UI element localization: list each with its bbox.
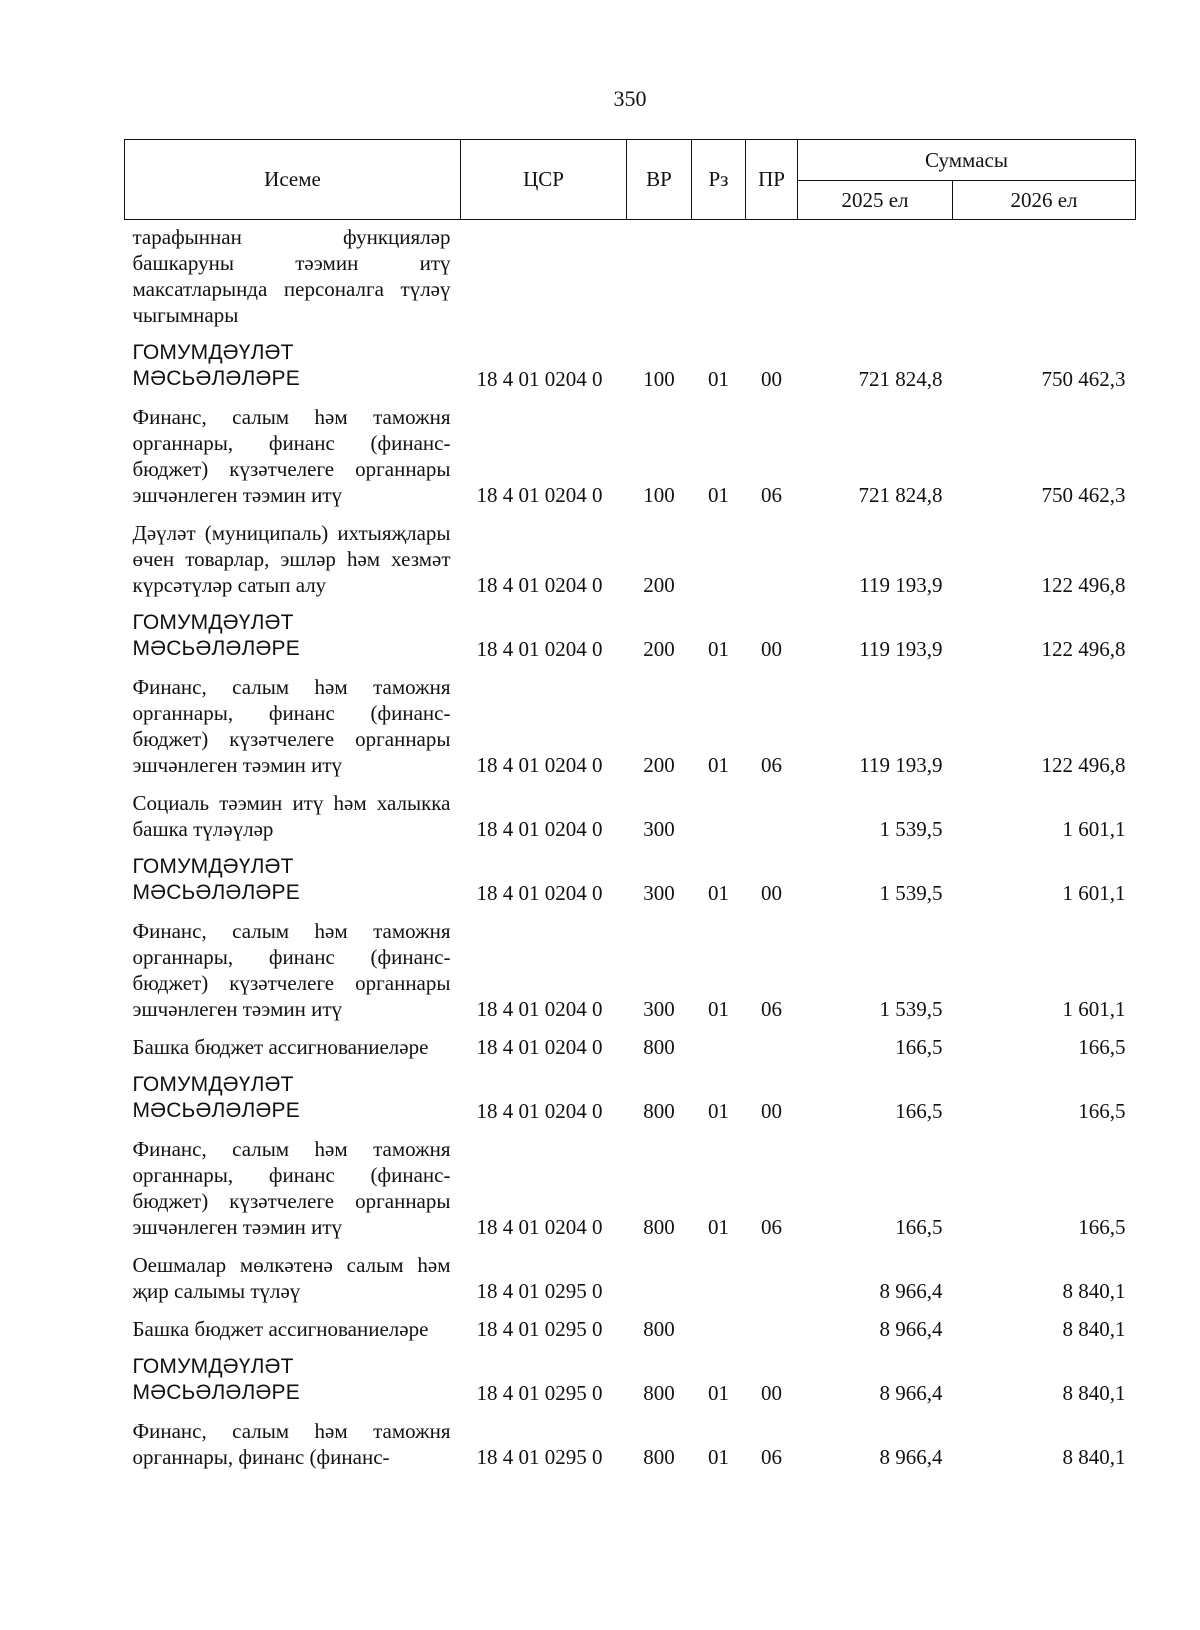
table-row	[125, 1248, 1136, 1312]
row-name: Финанс, салым һәм таможня органнары, финанс (финанс-бюджет) күзәтчелеге органнары эшчәнлеген тәэмин итү	[132, 675, 451, 777]
row-name: ГОМУМДӘҮЛӘТ МӘСЬӘЛӘЛӘРЕ	[132, 855, 300, 904]
row-amount-2026: 8 840,1	[1062, 1445, 1126, 1469]
row-amount-2026	[953, 220, 1136, 337]
column-header-pr: ПР	[746, 140, 798, 220]
row-vr: 800	[643, 1445, 675, 1469]
row-csr: 18 4 01 0295 0	[476, 1445, 603, 1469]
row-pr	[746, 1248, 798, 1312]
row-vr: 800	[643, 1317, 675, 1341]
row-rz	[692, 1248, 746, 1312]
row-amount-2025: 166,5	[895, 1035, 943, 1059]
column-header-rz: Рз	[692, 140, 746, 220]
row-name: тарафыннан функцияләр башкаруны тәэмин итү максатларында персоналга түләү чыгымнары	[132, 225, 451, 327]
row-pr: 06	[761, 1445, 782, 1469]
row-vr: 800	[643, 1035, 675, 1059]
row-rz: 01	[708, 483, 729, 507]
row-vr: 800	[643, 1099, 675, 1123]
table-row	[125, 670, 1136, 786]
row-amount-2026: 122 496,8	[1041, 573, 1126, 597]
row-csr: 18 4 01 0204 0	[476, 997, 603, 1021]
page-number: 350	[613, 86, 647, 111]
row-amount-2026: 1 601,1	[1062, 817, 1126, 841]
row-amount-2026: 1 601,1	[1062, 997, 1126, 1021]
row-amount-2025: 1 539,5	[879, 997, 943, 1021]
column-header-sums: Суммасы	[798, 140, 1136, 181]
row-vr: 300	[643, 817, 675, 841]
column-header-2025: 2025 ел	[798, 181, 953, 220]
row-amount-2026: 8 840,1	[1062, 1279, 1126, 1303]
row-csr: 18 4 01 0204 0	[476, 753, 603, 777]
row-vr	[627, 220, 692, 337]
row-amount-2025: 119 193,9	[859, 573, 943, 597]
table-row	[125, 1030, 1136, 1068]
row-rz: 01	[708, 753, 729, 777]
row-pr: 00	[761, 1381, 782, 1405]
row-pr	[746, 220, 798, 337]
table-row	[125, 1132, 1136, 1248]
row-rz: 01	[708, 637, 729, 661]
row-csr: 18 4 01 0295 0	[476, 1317, 603, 1341]
row-csr: 18 4 01 0204 0	[476, 1035, 603, 1059]
row-vr: 100	[643, 367, 675, 391]
table-row	[125, 786, 1136, 850]
row-csr: 18 4 01 0204 0	[476, 367, 603, 391]
table-header	[125, 140, 1136, 220]
row-amount-2025: 1 539,5	[879, 817, 943, 841]
row-name: ГОМУМДӘҮЛӘТ МӘСЬӘЛӘЛӘРЕ	[132, 341, 300, 390]
row-vr: 800	[643, 1381, 675, 1405]
row-rz: 01	[708, 1445, 729, 1469]
row-name: Финанс, салым һәм таможня органнары, финанс (финанс-бюджет) күзәтчелеге органнары эшчәнлеген тәэмин итү	[132, 405, 451, 507]
row-amount-2026: 166,5	[1078, 1099, 1126, 1123]
row-amount-2025: 8 966,4	[879, 1317, 943, 1341]
row-amount-2026: 750 462,3	[1041, 483, 1126, 507]
row-pr: 06	[761, 1215, 782, 1239]
row-csr: 18 4 01 0204 0	[476, 573, 603, 597]
row-rz	[692, 516, 746, 606]
row-name: ГОМУМДӘҮЛӘТ МӘСЬӘЛӘЛӘРЕ	[132, 611, 300, 660]
row-amount-2025: 119 193,9	[859, 637, 943, 661]
row-amount-2026: 1 601,1	[1062, 881, 1126, 905]
row-vr: 300	[643, 997, 675, 1021]
row-rz	[692, 1312, 746, 1350]
row-pr: 06	[761, 997, 782, 1021]
row-amount-2026: 122 496,8	[1041, 637, 1126, 661]
row-csr: 18 4 01 0295 0	[476, 1279, 603, 1303]
row-pr: 00	[761, 881, 782, 905]
row-name: ГОМУМДӘҮЛӘТ МӘСЬӘЛӘЛӘРЕ	[132, 1073, 300, 1122]
row-csr: 18 4 01 0204 0	[476, 1215, 603, 1239]
row-amount-2025: 8 966,4	[879, 1445, 943, 1469]
row-pr: 06	[761, 753, 782, 777]
row-name: Оешмалар мөлкәтенә салым һәм җир салымы түләү	[132, 1253, 451, 1303]
row-amount-2025: 166,5	[895, 1215, 943, 1239]
row-rz: 01	[708, 997, 729, 1021]
table-row	[125, 516, 1136, 606]
row-name: ГОМУМДӘҮЛӘТ МӘСЬӘЛӘЛӘРЕ	[132, 1355, 300, 1404]
row-amount-2025: 8 966,4	[879, 1381, 943, 1405]
row-csr: 18 4 01 0204 0	[476, 483, 603, 507]
row-amount-2025: 166,5	[895, 1099, 943, 1123]
row-amount-2025: 721 824,8	[858, 483, 943, 507]
column-header-vr: ВР	[627, 140, 692, 220]
row-name: Социаль тәэмин итү һәм халыкка башка түләүләр	[132, 791, 451, 841]
row-name: Башка бюджет ассигнованиеләре	[132, 1317, 429, 1341]
column-header-csr: ЦСР	[461, 140, 627, 220]
row-rz: 01	[708, 1381, 729, 1405]
row-amount-2026: 122 496,8	[1041, 753, 1126, 777]
row-rz: 01	[708, 1099, 729, 1123]
column-header-2026: 2026 ел	[953, 181, 1136, 220]
row-pr	[746, 1030, 798, 1068]
row-vr: 200	[643, 573, 675, 597]
row-amount-2025: 119 193,9	[859, 753, 943, 777]
row-csr: 18 4 01 0204 0	[476, 1099, 603, 1123]
row-rz: 01	[708, 367, 729, 391]
row-name: Дәүләт (муниципаль) ихтыяҗлары өчен товарлар, эшләр һәм хезмәт күрсәтүләр сатып алу	[132, 521, 451, 597]
row-pr: 00	[761, 637, 782, 661]
row-csr: 18 4 01 0295 0	[476, 1381, 603, 1405]
budget-table	[124, 139, 1136, 1478]
table-row	[125, 606, 1136, 670]
row-rz	[692, 220, 746, 337]
row-vr: 200	[643, 753, 675, 777]
row-amount-2025: 1 539,5	[879, 881, 943, 905]
row-amount-2026: 166,5	[1078, 1215, 1126, 1239]
row-vr: 100	[643, 483, 675, 507]
row-amount-2026: 8 840,1	[1062, 1381, 1126, 1405]
table-row	[125, 850, 1136, 914]
row-pr: 00	[761, 1099, 782, 1123]
row-pr	[746, 516, 798, 606]
row-rz	[692, 1030, 746, 1068]
row-amount-2025	[798, 220, 953, 337]
table-row	[125, 400, 1136, 516]
row-name: Финанс, салым һәм таможня органнары, финанс (финанс-бюджет) күзәтчелеге органнары эшчәнлеген тәэмин итү	[132, 1137, 451, 1239]
row-vr: 300	[643, 881, 675, 905]
table-row	[125, 336, 1136, 400]
row-csr: 18 4 01 0204 0	[476, 637, 603, 661]
row-vr	[627, 1248, 692, 1312]
row-pr	[746, 786, 798, 850]
row-amount-2026: 8 840,1	[1062, 1317, 1126, 1341]
table-row	[125, 1068, 1136, 1132]
row-amount-2026: 166,5	[1078, 1035, 1126, 1059]
budget-table-container	[124, 139, 1135, 1478]
row-csr: 18 4 01 0204 0	[476, 817, 603, 841]
row-name: Башка бюджет ассигнованиеләре	[132, 1035, 429, 1059]
row-rz	[692, 786, 746, 850]
table-row	[125, 1312, 1136, 1350]
column-header-name: Исеме	[125, 140, 461, 220]
row-pr: 00	[761, 367, 782, 391]
row-pr: 06	[761, 483, 782, 507]
row-csr	[461, 220, 627, 337]
table-row	[125, 914, 1136, 1030]
table-row	[125, 1350, 1136, 1414]
row-rz: 01	[708, 1215, 729, 1239]
table-body	[125, 220, 1136, 1479]
row-csr: 18 4 01 0204 0	[476, 881, 603, 905]
table-row	[125, 220, 1136, 337]
row-vr: 200	[643, 637, 675, 661]
row-pr	[746, 1312, 798, 1350]
row-rz: 01	[708, 881, 729, 905]
row-name: Финанс, салым һәм таможня органнары, финанс (финанс-бюджет) күзәтчелеге органнары эшчәнлеген тәэмин итү	[132, 919, 451, 1021]
table-row	[125, 1414, 1136, 1478]
row-vr: 800	[643, 1215, 675, 1239]
row-amount-2026: 750 462,3	[1041, 367, 1126, 391]
row-amount-2025: 721 824,8	[858, 367, 943, 391]
row-name: Финанс, салым һәм таможня органнары, финанс (финанс-	[132, 1419, 451, 1469]
row-amount-2025: 8 966,4	[879, 1279, 943, 1303]
